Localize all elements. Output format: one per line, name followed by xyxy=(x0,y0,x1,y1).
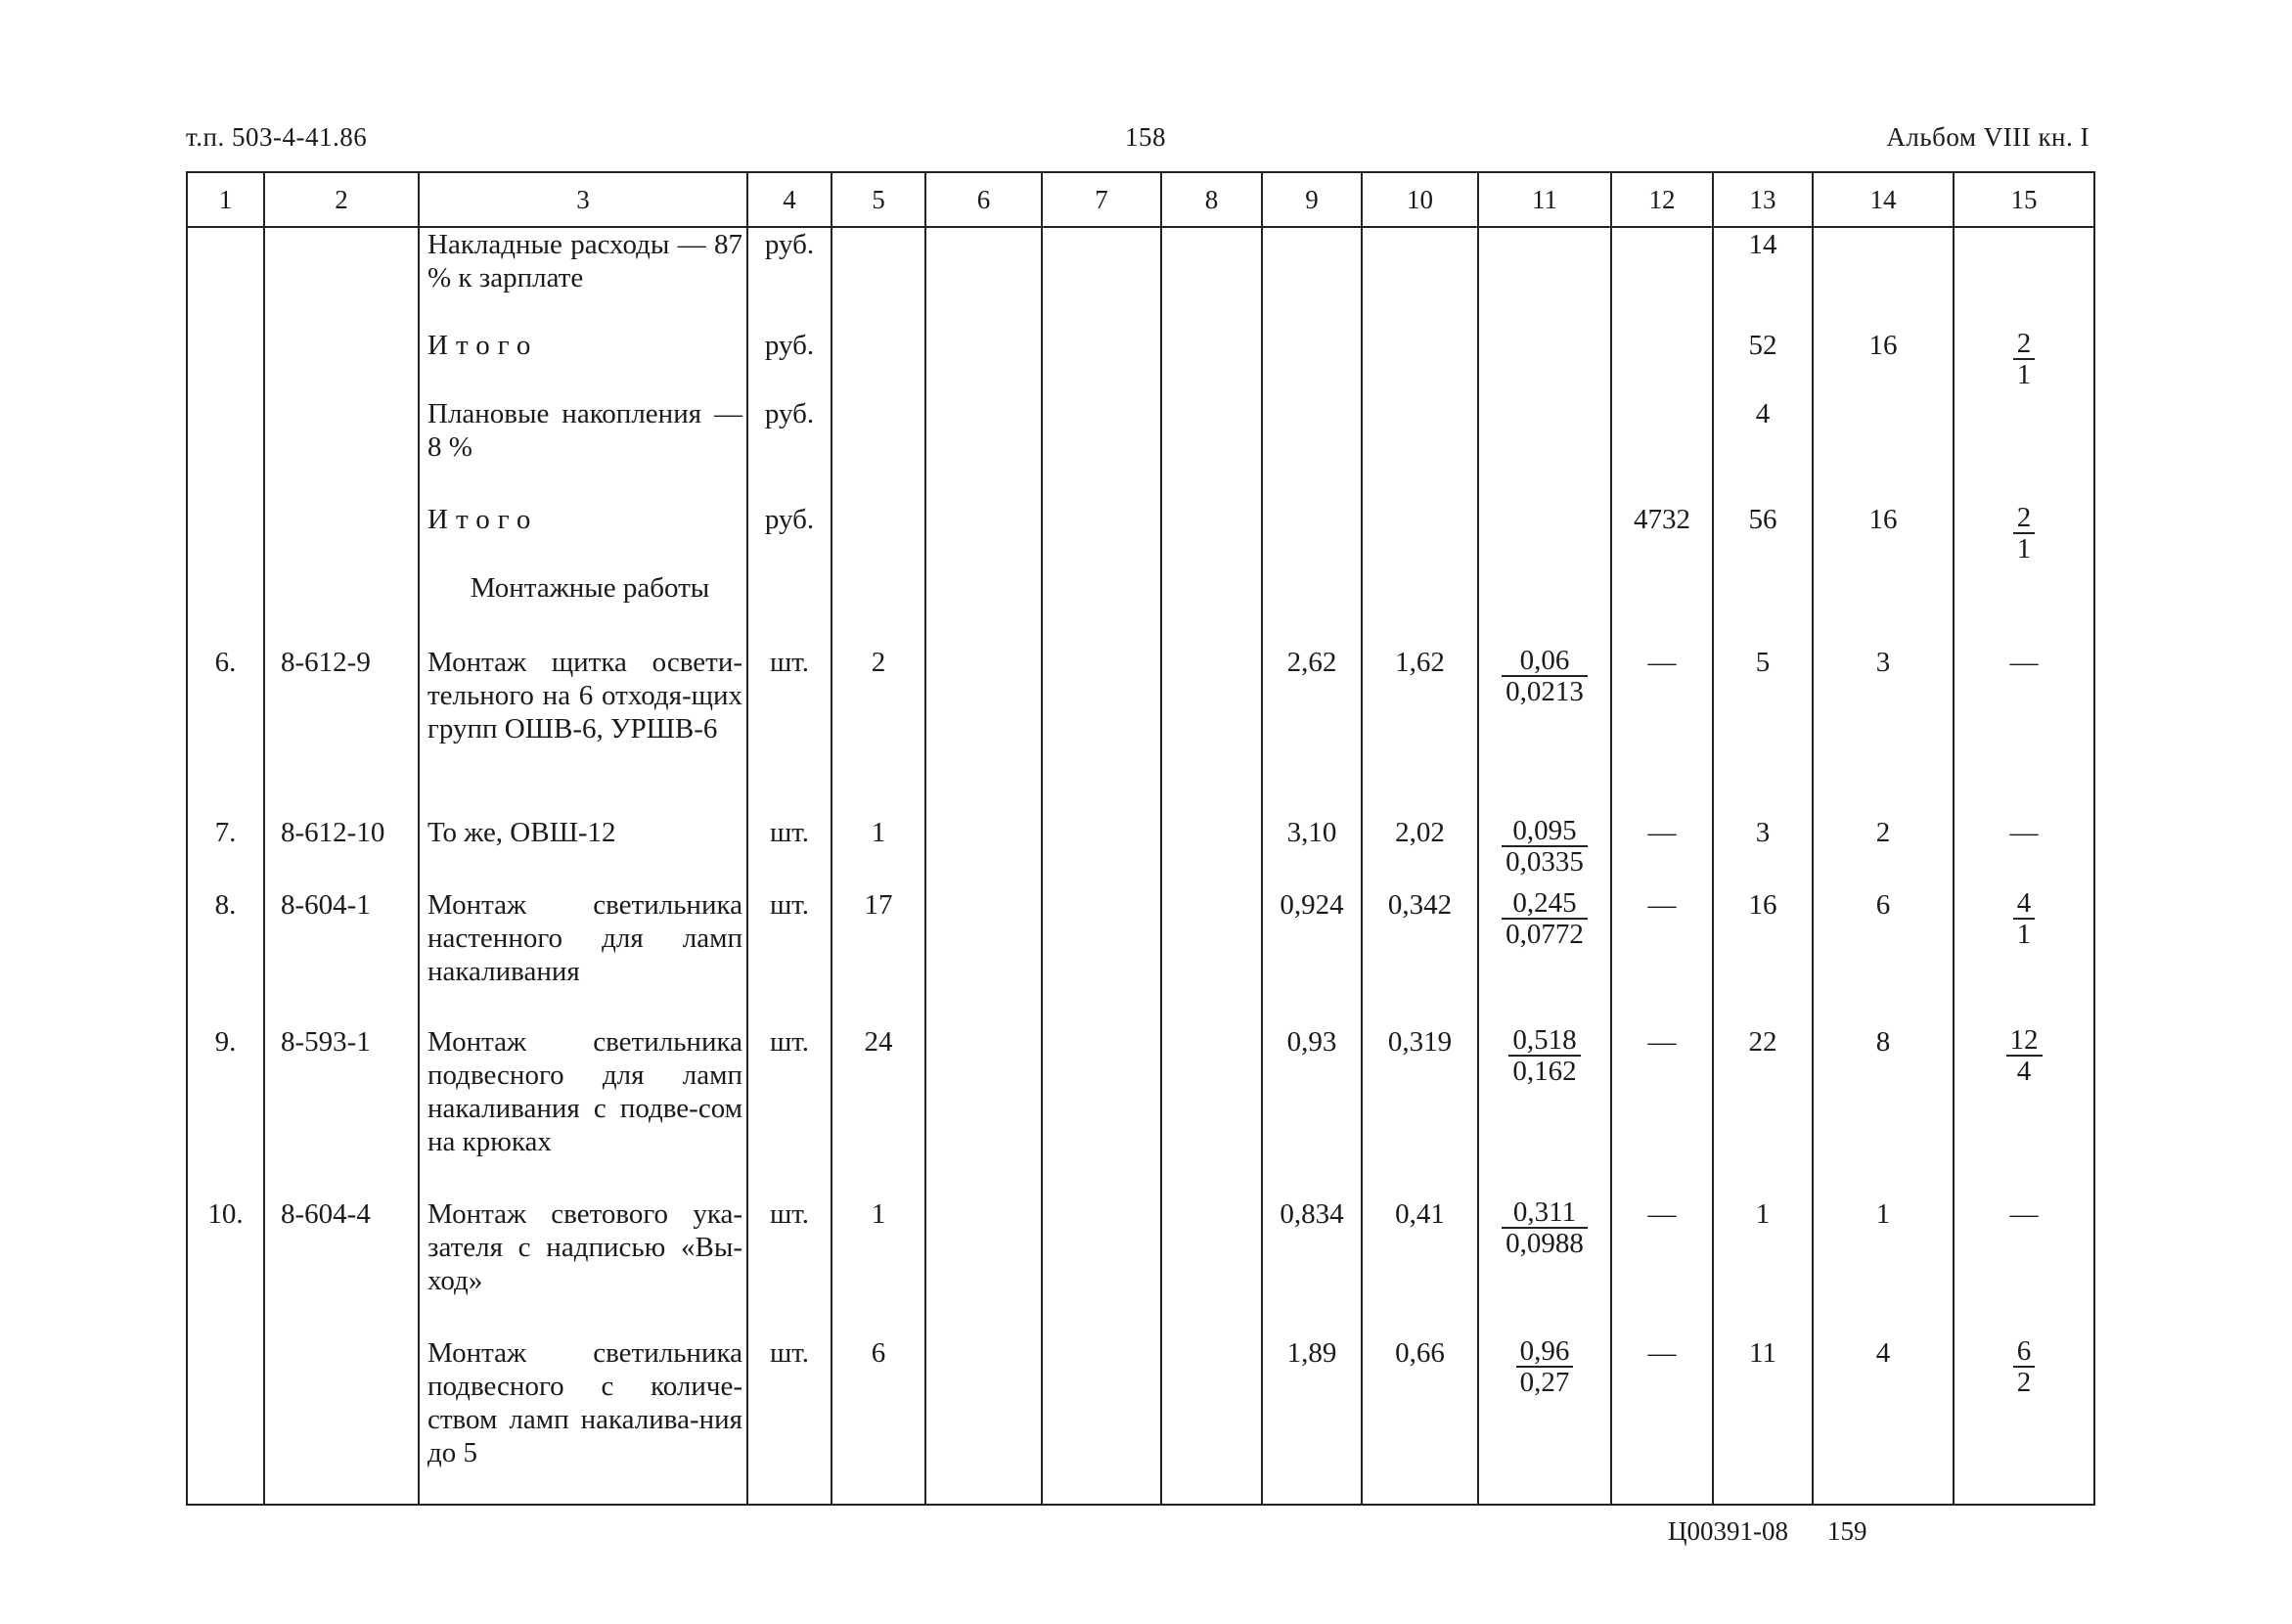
row-col13: 3 xyxy=(1713,816,1813,888)
fraction-denominator: 0,162 xyxy=(1512,1056,1577,1087)
row-col13: 4 xyxy=(1713,397,1813,503)
page-number-top: 158 xyxy=(1125,122,1166,152)
row-code: 8-604-1 xyxy=(264,888,419,1025)
row-col13: 56 xyxy=(1713,503,1813,571)
row-description: Монтаж светового ука-зателя с надписью «Вы-ход» xyxy=(419,1197,747,1336)
fraction-numerator: 2 xyxy=(2013,329,2036,360)
row-description: Итого xyxy=(427,504,539,535)
row-col9: 0,93 xyxy=(1262,1025,1362,1197)
table-row xyxy=(187,503,2094,571)
row-col13: 22 xyxy=(1713,1025,1813,1197)
row-quantity: 1 xyxy=(831,816,925,888)
row-number: 9. xyxy=(187,1025,264,1197)
row-col12: — xyxy=(1611,1197,1713,1336)
row-col13: 11 xyxy=(1713,1336,1813,1505)
table-row xyxy=(187,888,2094,1025)
row-col14: 16 xyxy=(1813,329,1954,397)
row-col14: 3 xyxy=(1813,646,1954,816)
row-col14: 2 xyxy=(1813,816,1954,888)
fraction-numerator: 6 xyxy=(2013,1336,2036,1368)
row-col12: — xyxy=(1611,1025,1713,1197)
page-number-bottom: 159 xyxy=(1827,1516,1867,1546)
row-col13: 16 xyxy=(1713,888,1813,1025)
row-col10: 0,319 xyxy=(1362,1025,1478,1197)
row-col13: 52 xyxy=(1713,329,1813,397)
row-quantity: 24 xyxy=(831,1025,925,1197)
table-row xyxy=(187,816,2094,888)
row-col9: 1,89 xyxy=(1262,1336,1362,1505)
table-row xyxy=(187,1197,2094,1336)
fraction-col15 xyxy=(2013,329,2036,389)
row-col10: 0,41 xyxy=(1362,1197,1478,1336)
fraction-denominator: 0,0988 xyxy=(1506,1228,1584,1259)
section-heading-row xyxy=(187,571,2094,646)
column-header: 8 xyxy=(1161,172,1262,227)
row-col14: 16 xyxy=(1813,503,1954,571)
fraction-denominator: 1 xyxy=(2016,919,2032,950)
row-number: 8. xyxy=(187,888,264,1025)
row-unit: руб. xyxy=(747,503,831,571)
fraction-numerator: 0,095 xyxy=(1502,816,1588,847)
row-col9: 0,924 xyxy=(1262,888,1362,1025)
column-header: 4 xyxy=(747,172,831,227)
row-col9: 0,834 xyxy=(1262,1197,1362,1336)
row-col13: 5 xyxy=(1713,646,1813,816)
column-number-row xyxy=(187,172,2094,227)
table-row xyxy=(187,1025,2094,1197)
row-unit: шт. xyxy=(747,816,831,888)
column-header: 10 xyxy=(1362,172,1478,227)
row-code: 8-604-4 xyxy=(264,1197,419,1336)
fraction-numerator: 0,311 xyxy=(1502,1197,1588,1229)
fraction-numerator: 0,96 xyxy=(1516,1336,1574,1368)
row-description: Монтаж щитка освети-тельного на 6 отходя-щих групп ОШВ-6, УРШВ-6 xyxy=(419,646,747,816)
table-row xyxy=(187,646,2094,816)
fraction-col11 xyxy=(1502,888,1588,949)
row-col12: — xyxy=(1611,888,1713,1025)
row-code: 8-593-1 xyxy=(264,1025,419,1197)
table-row xyxy=(187,397,2094,503)
row-description: Монтаж светильника настенного для ламп накаливания xyxy=(419,888,747,1025)
row-quantity: 6 xyxy=(831,1336,925,1505)
doc-reference: т.п. 503-4-41.86 xyxy=(186,122,368,152)
row-col9: 3,10 xyxy=(1262,816,1362,888)
table-row xyxy=(187,227,2094,329)
row-col14: 8 xyxy=(1813,1025,1954,1197)
row-unit: руб. xyxy=(747,329,831,397)
fraction-denominator: 1 xyxy=(2016,359,2032,390)
row-description: Накладные расходы — 87 % к зарплате xyxy=(419,227,747,329)
row-unit: руб. xyxy=(747,397,831,503)
fraction-denominator: 0,0213 xyxy=(1506,676,1584,707)
row-col12: — xyxy=(1611,816,1713,888)
estimate-table xyxy=(186,171,2095,1506)
column-header: 3 xyxy=(419,172,747,227)
row-description: Монтаж светильника подвесного для ламп накаливания с подве-сом на крюках xyxy=(419,1025,747,1197)
row-description: Итого xyxy=(427,330,539,361)
fraction-denominator: 0,0335 xyxy=(1506,846,1584,878)
row-unit: шт. xyxy=(747,1025,831,1197)
column-header: 2 xyxy=(264,172,419,227)
fraction-col11 xyxy=(1502,816,1588,877)
fraction-col11 xyxy=(1516,1336,1574,1397)
row-unit: шт. xyxy=(747,646,831,816)
fraction-col15 xyxy=(2006,1025,2043,1086)
column-header: 15 xyxy=(1954,172,2094,227)
row-unit: руб. xyxy=(747,227,831,329)
row-col10: 0,342 xyxy=(1362,888,1478,1025)
fraction-numerator: 2 xyxy=(2013,503,2036,534)
row-col12: — xyxy=(1611,1336,1713,1505)
row-description: Плановые накопления — 8 % xyxy=(419,397,747,503)
row-quantity: 17 xyxy=(831,888,925,1025)
album-label: Альбом VIII кн. I xyxy=(1886,122,2090,152)
row-description: То же, ОВШ-12 xyxy=(419,816,747,888)
fraction-denominator: 1 xyxy=(2016,533,2032,564)
fraction-denominator: 0,27 xyxy=(1519,1367,1570,1398)
row-col14: 6 xyxy=(1813,888,1954,1025)
fraction-denominator: 0,0772 xyxy=(1506,919,1584,950)
row-col14: 4 xyxy=(1813,1336,1954,1505)
fraction-numerator: 12 xyxy=(2006,1025,2043,1057)
row-col12: — xyxy=(1611,646,1713,816)
document-code: Ц00391-08 xyxy=(1668,1516,1788,1546)
fraction-numerator: 4 xyxy=(2013,888,2036,920)
column-header: 11 xyxy=(1478,172,1611,227)
row-unit: шт. xyxy=(747,1336,831,1505)
row-unit: шт. xyxy=(747,1197,831,1336)
row-col9: 2,62 xyxy=(1262,646,1362,816)
column-header: 1 xyxy=(187,172,264,227)
fraction-col15 xyxy=(2013,1336,2036,1397)
fraction-numerator: 0,245 xyxy=(1502,888,1588,920)
fraction-col15 xyxy=(2013,888,2036,949)
row-col15: — xyxy=(1954,1197,2094,1336)
row-col10: 2,02 xyxy=(1362,816,1478,888)
row-quantity: 1 xyxy=(831,1197,925,1336)
column-header: 6 xyxy=(925,172,1042,227)
fraction-numerator: 0,06 xyxy=(1502,646,1588,677)
fraction-denominator: 4 xyxy=(2016,1056,2032,1087)
fraction-col11 xyxy=(1502,1197,1588,1258)
row-col14: 1 xyxy=(1813,1197,1954,1336)
column-header: 9 xyxy=(1262,172,1362,227)
row-number: 7. xyxy=(187,816,264,888)
row-code: 8-612-10 xyxy=(264,816,419,888)
column-header: 7 xyxy=(1042,172,1161,227)
table-row xyxy=(187,1336,2094,1505)
row-code: 8-612-9 xyxy=(264,646,419,816)
row-col13: 14 xyxy=(1713,227,1813,329)
row-col15: — xyxy=(1954,816,2094,888)
column-header: 13 xyxy=(1713,172,1813,227)
table-row xyxy=(187,329,2094,397)
row-code xyxy=(264,1336,419,1505)
row-col10: 1,62 xyxy=(1362,646,1478,816)
row-description: Монтаж светильника подвесного с количе-ством ламп накалива-ния до 5 xyxy=(419,1336,747,1505)
row-number: 10. xyxy=(187,1197,264,1336)
row-col15: — xyxy=(1954,646,2094,816)
section-heading: Монтажные работы xyxy=(470,572,710,604)
column-header: 12 xyxy=(1611,172,1713,227)
column-header: 5 xyxy=(831,172,925,227)
row-col10: 0,66 xyxy=(1362,1336,1478,1505)
row-number xyxy=(187,1336,264,1505)
fraction-numerator: 0,518 xyxy=(1508,1025,1580,1057)
fraction-col15 xyxy=(2013,503,2036,564)
column-header: 14 xyxy=(1813,172,1954,227)
row-col13: 1 xyxy=(1713,1197,1813,1336)
row-quantity: 2 xyxy=(831,646,925,816)
row-col12: 4732 xyxy=(1611,503,1713,571)
row-number: 6. xyxy=(187,646,264,816)
fraction-denominator: 2 xyxy=(2016,1367,2032,1398)
row-unit: шт. xyxy=(747,888,831,1025)
fraction-col11 xyxy=(1502,646,1588,706)
fraction-col11 xyxy=(1508,1025,1580,1086)
